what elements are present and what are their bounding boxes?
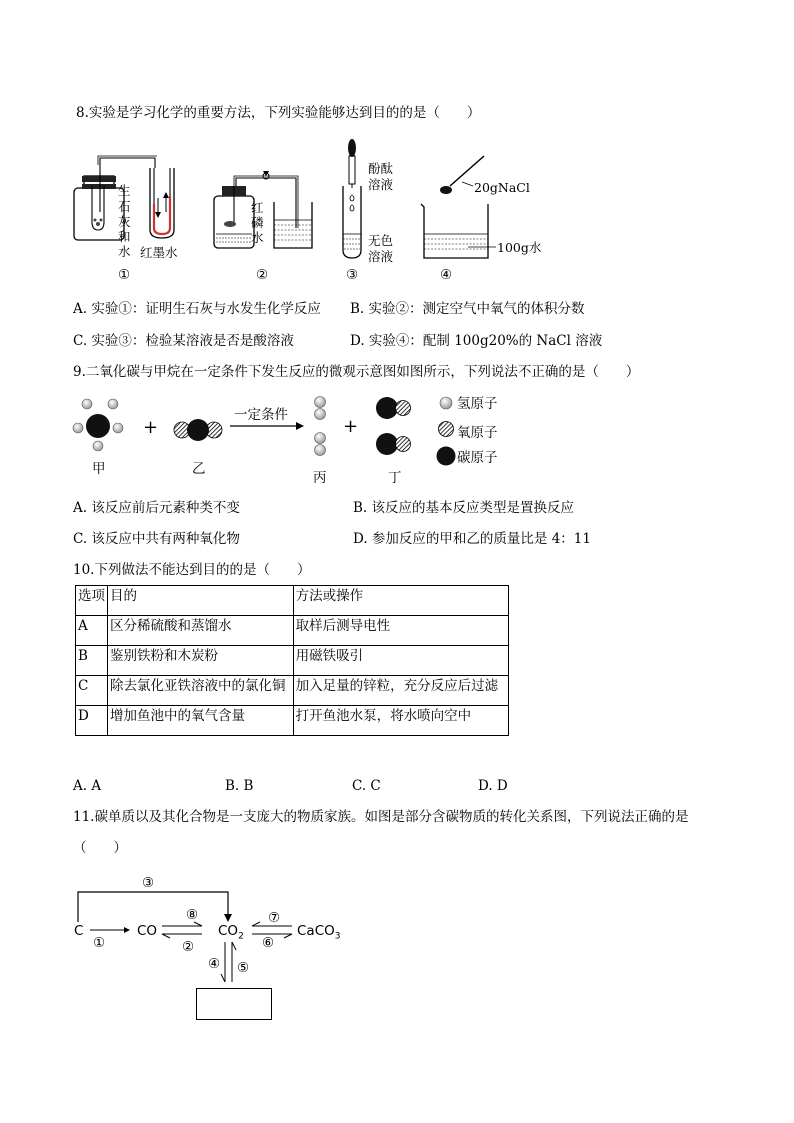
table-cell: A	[76, 616, 108, 646]
fig1-label-2: 石	[118, 199, 131, 214]
fig4-water-label: 100g水	[497, 240, 542, 255]
q8-figure-1	[70, 150, 200, 270]
table-row	[76, 616, 509, 646]
q11-node-caco3: CaCO$_3$	[297, 923, 341, 942]
table-header-cell: 目的	[108, 586, 294, 616]
table-header-cell: 方法或操作	[293, 586, 508, 616]
fig4-number: ④	[440, 267, 453, 283]
q11-node-c: C	[74, 923, 84, 939]
q9-option-b: B. 该反应的基本反应类型是置换反应	[353, 500, 575, 516]
table-cell: C	[76, 676, 108, 706]
q9-option-a: A. 该反应前后元素种类不变	[73, 500, 240, 516]
table-cell: 用磁铁吸引	[293, 646, 508, 676]
fig3-bottom-label-1: 无色	[368, 233, 394, 248]
q10-option-c: C. C	[352, 778, 381, 794]
q9-legend-oxygen: 氧原子	[457, 425, 498, 441]
q9-plus-1: +	[143, 417, 159, 438]
q9-legend-hydrogen: 氢原子	[457, 396, 498, 412]
fig1-label-5: 水	[118, 244, 131, 259]
fig2-label-1: 红	[251, 200, 264, 215]
table-row	[76, 676, 509, 706]
table-header-cell: 选项	[76, 586, 108, 616]
fig1-label-1: 生	[118, 183, 131, 198]
q11-node-co: CO	[137, 923, 158, 939]
q9-option-c: C. 该反应中共有两种氧化物	[73, 531, 240, 547]
q10-stem: 10.下列做法不能达到目的的是（ ）	[73, 562, 311, 578]
q8-stem: 8.实验是学习化学的重要方法，下列实验能够达到目的的是（ ）	[76, 105, 481, 121]
q11-arrow-5: ⑤	[237, 960, 250, 976]
q9-legend-carbon: 碳原子	[457, 450, 498, 466]
q9-label-yi: 乙	[192, 461, 206, 477]
q8-option-d: D. 实验④：配制 100g20%的 NaCl 溶液	[350, 333, 603, 349]
table-cell: B	[76, 646, 108, 676]
q11-stem-line-1: 11.碳单质以及其化合物是一支庞大的物质家族。如图是部分含碳物质的转化关系图，下列说法正确的是	[73, 809, 689, 825]
table-row	[76, 646, 509, 676]
table-cell: 增加鱼池中的氧气含量	[108, 706, 294, 736]
fig2-label-3: 水	[251, 230, 264, 245]
table-cell: 鉴别铁粉和木炭粉	[108, 646, 294, 676]
q8-option-c: C. 实验③：检验某溶液是否是酸溶液	[73, 333, 294, 349]
q9-label-ding: 丁	[388, 470, 402, 486]
q10-option-b: B. B	[225, 778, 254, 794]
q9-reaction-diagram	[70, 388, 520, 468]
table-cell: 除去氯化亚铁溶液中的氯化铜	[108, 676, 294, 706]
q8-option-a: A. 实验①：证明生石灰与水发生化学反应	[73, 301, 321, 317]
q9-condition-label: 一定条件	[234, 407, 288, 423]
fig3-top-label-2: 溶液	[368, 177, 394, 192]
table-cell: 打开鱼池水泵，将水喷向空中	[293, 706, 508, 736]
fig2-number: ②	[256, 267, 269, 283]
q10-table	[75, 585, 509, 736]
fig1-ink-label: 红墨水	[140, 245, 178, 260]
fig3-number: ③	[346, 267, 359, 283]
q10-option-d: D. D	[478, 778, 508, 794]
table-cell: 区分稀硫酸和蒸馏水	[108, 616, 294, 646]
table-cell: D	[76, 706, 108, 736]
table-header-row	[76, 586, 509, 616]
fig3-top-label-1: 酚酞	[368, 161, 394, 176]
table-cell: 取样后测导电性	[293, 616, 508, 646]
q9-label-jia: 甲	[92, 461, 106, 477]
q11-arrow-7: ⑦	[268, 910, 281, 926]
q11-arrow-3: ③	[142, 875, 155, 891]
fig1-label-4: 和	[118, 229, 131, 244]
fig2-label-2: 磷	[251, 215, 264, 230]
fig1-number: ①	[118, 267, 131, 283]
q9-stem: 9.二氧化碳与甲烷在一定条件下发生反应的微观示意图如图所示，下列说法不正确的是（ ）	[73, 364, 640, 380]
q11-arrow-4: ④	[208, 956, 221, 972]
table-cell: 加入足量的锌粒，充分反应后过滤	[293, 676, 508, 706]
fig4-solute-label: 20gNaCl	[474, 180, 530, 195]
q11-blank-box	[196, 988, 272, 1020]
fig3-bottom-label-2: 溶液	[368, 249, 394, 264]
q11-arrow-2: ②	[182, 939, 195, 955]
q10-option-a: A. A	[73, 778, 102, 794]
table-row	[76, 706, 509, 736]
q9-plus-2: +	[343, 416, 359, 437]
q11-arrow-6: ⑥	[262, 935, 275, 951]
q11-arrow-1: ①	[93, 935, 106, 951]
q9-option-d: D. 参加反应的甲和乙的质量比是 4：11	[353, 531, 591, 547]
fig1-label-3: 灰	[118, 214, 131, 229]
q8-option-b: B. 实验②：测定空气中氧气的体积分数	[350, 301, 585, 317]
q11-node-co2: $CO_2$	[218, 923, 244, 942]
q11-arrow-8: ⑧	[186, 907, 199, 923]
q11-stem-line-2: （ ）	[73, 840, 127, 856]
q9-label-bing: 丙	[313, 470, 327, 486]
